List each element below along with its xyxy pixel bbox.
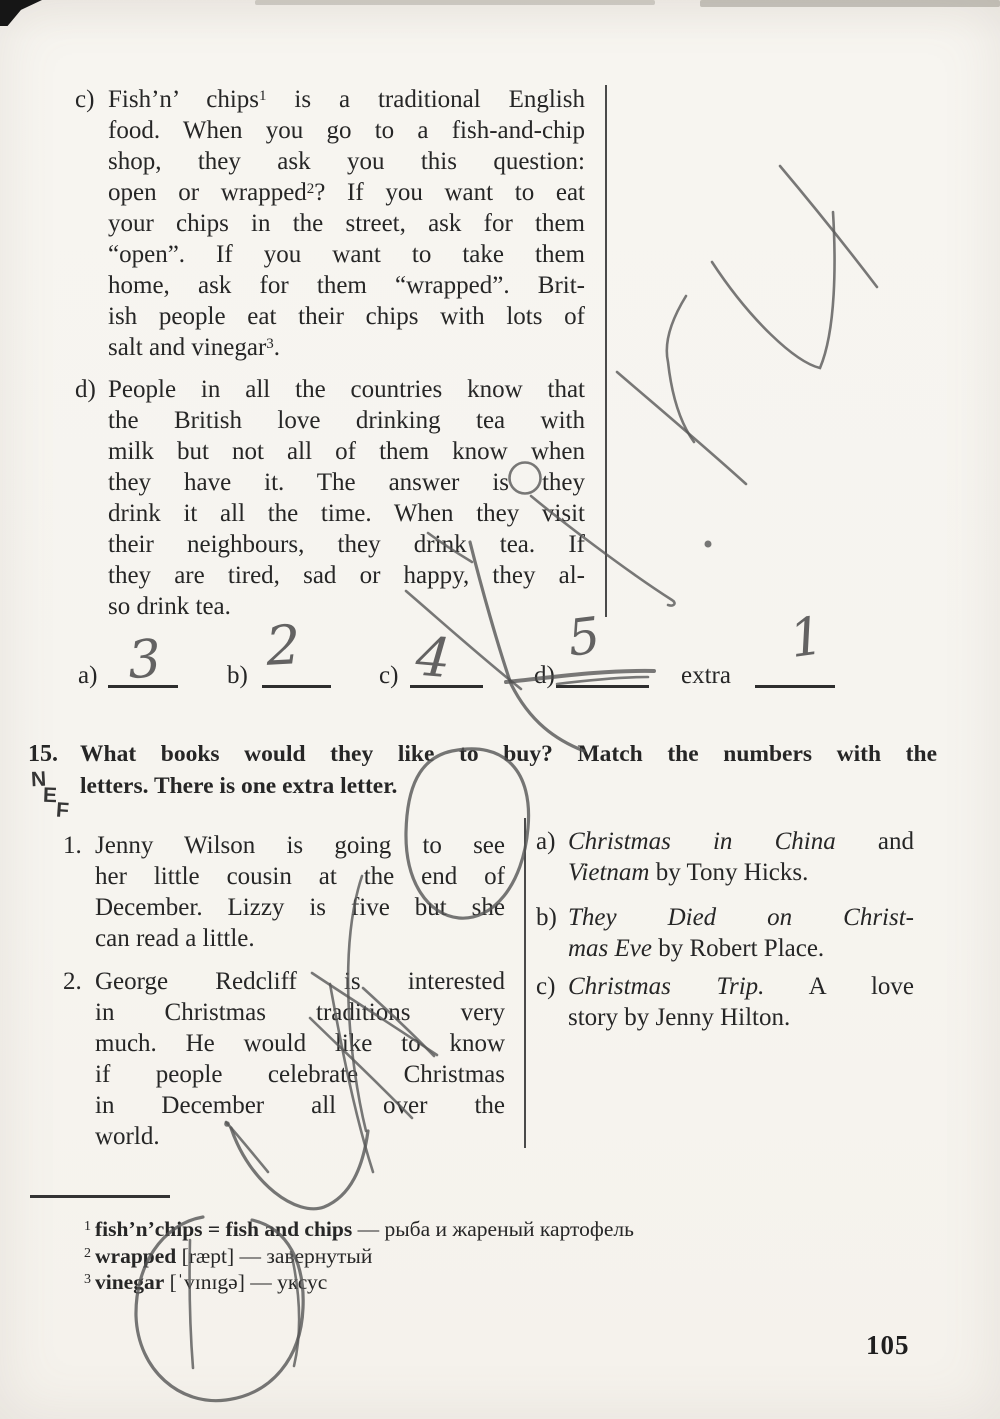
option-a-text [568, 826, 914, 888]
answer-c-handwritten: 4 [413, 624, 454, 691]
passage-d-line: their neighbours, they drink tea. If [108, 531, 585, 558]
passage-d [108, 374, 585, 622]
passage-d-line: milk but not all of them know when [108, 438, 585, 465]
page-number: 105 [866, 1330, 910, 1360]
footnote-ref-2: 2 [306, 181, 315, 197]
passage-c-line: food. When you go to a fish-and-chip [108, 117, 585, 144]
exercise-column-divider-rule [524, 818, 526, 1148]
option-a-label: a) [536, 828, 556, 855]
nef-stamp-letter-n: N [30, 767, 47, 792]
footnote-2: $^2$ wrapped [ræpt] — завернутый [84, 1244, 373, 1268]
answer-d-handwritten: 5 [564, 606, 604, 668]
item-2-number: 2. [63, 968, 82, 995]
option-c-line: story by Jenny Hilton. [568, 1004, 791, 1031]
answer-d-blank [556, 685, 649, 688]
item-2-line: in December all over the [95, 1092, 505, 1119]
answer-extra-handwritten: 1 [785, 605, 828, 671]
answer-extra-label: extra [681, 662, 731, 689]
footnote-rule [30, 1195, 170, 1198]
scan-smudge [700, 0, 1000, 7]
option-c-text [568, 971, 914, 1033]
item-2-line: world. [95, 1123, 160, 1150]
option-c-label: c) [536, 973, 556, 1000]
footnote-3-marker: 3 [84, 1272, 91, 1287]
scan-corner-artifact [0, 0, 42, 26]
passage-d-line: drink it all the time. When they visit [108, 500, 585, 527]
footnote-ref-1: 1 [259, 88, 267, 104]
option-b-line: They Died on Christ- [568, 904, 914, 931]
item-2-line: in Christmas traditions very [95, 999, 505, 1026]
option-a-line: Vietnam by Tony Hicks. [568, 859, 809, 886]
option-b-label: b) [536, 904, 557, 931]
footnote-2-marker: 2 [84, 1246, 91, 1261]
answer-d-label: d) [534, 662, 555, 689]
item-1-line: Jenny Wilson is going to see [95, 832, 505, 859]
passage-c-line: your chips in the street, ask for them [108, 210, 585, 237]
answer-a-handwritten: 3 [125, 628, 164, 692]
answer-a-label: a) [78, 662, 98, 689]
item-1-line: can read a little. [95, 925, 255, 952]
passage-d-line: they are tired, sad or happy, they al- [108, 562, 585, 589]
option-b-text [568, 902, 914, 964]
footnote-ref-3: 3 [266, 336, 274, 352]
item-2-text [95, 966, 505, 1152]
item-1-text [95, 830, 505, 954]
option-a-line: Christmas in China and [568, 828, 914, 855]
nef-stamp-letter-e: E [42, 783, 58, 808]
item-1-line: December. Lizzy is five but she [95, 894, 505, 921]
passage-c-line: “open”. If you want to take them [108, 241, 585, 268]
answer-b-handwritten: 2 [264, 613, 302, 678]
passage-c-label: c) [75, 86, 95, 113]
passage-c-line: Fish’n’ chips$^1$ is a traditional English [108, 86, 585, 113]
footnote-1-marker: 1 [84, 1219, 91, 1234]
footnote-1: $^1$ fish’n’chips = fish and chips — рыба и жареный картофель [84, 1217, 634, 1241]
passage-c [108, 84, 585, 363]
passage-c-line: open or wrapped$^2$? If you want to eat [108, 179, 585, 206]
nef-stamp-letter-f: F [55, 798, 70, 823]
exercise-number: 15. [28, 741, 58, 767]
passage-d-line: so drink tea. [108, 593, 231, 620]
column-divider-rule [605, 85, 607, 617]
passage-c-line: salt and vinegar$^3$. [108, 334, 281, 361]
item-2-line: much. He would like to know [95, 1030, 505, 1057]
passage-c-line: ish people eat their chips with lots of [108, 303, 585, 330]
passage-d-line: People in all the countries know that [108, 376, 585, 403]
passage-d-line: they have it. The answer is they [108, 469, 585, 496]
passage-c-line: home, ask for them “wrapped”. Brit- [108, 272, 585, 299]
answer-extra-blank [755, 685, 835, 688]
option-b-line: mas Eve by Robert Place. [568, 935, 825, 962]
passage-c-line: shop, they ask you this question: [108, 148, 585, 175]
footnote-3: $^3$ vinegar [ˈvɪnɪgə] — уксус [84, 1270, 328, 1294]
passage-d-line: the British love drinking tea with [108, 407, 585, 434]
answer-c-label: c) [379, 662, 399, 689]
item-1-number: 1. [63, 832, 82, 859]
answer-b-blank [262, 685, 331, 688]
option-c-line: Christmas Trip. A love [568, 973, 914, 1000]
passage-d-label: d) [75, 376, 96, 403]
answer-b-label: b) [227, 662, 248, 689]
item-2-line: if people celebrate Christmas [95, 1061, 505, 1088]
scan-smudge [255, 0, 655, 5]
exercise-title-line2: letters. There is one extra letter. [80, 773, 398, 799]
item-1-line: her little cousin at the end of [95, 863, 505, 890]
exercise-title-line1: What books would they like to buy? Match the numbers with the [80, 741, 937, 767]
item-2-line: George Redcliff is interested [95, 968, 505, 995]
